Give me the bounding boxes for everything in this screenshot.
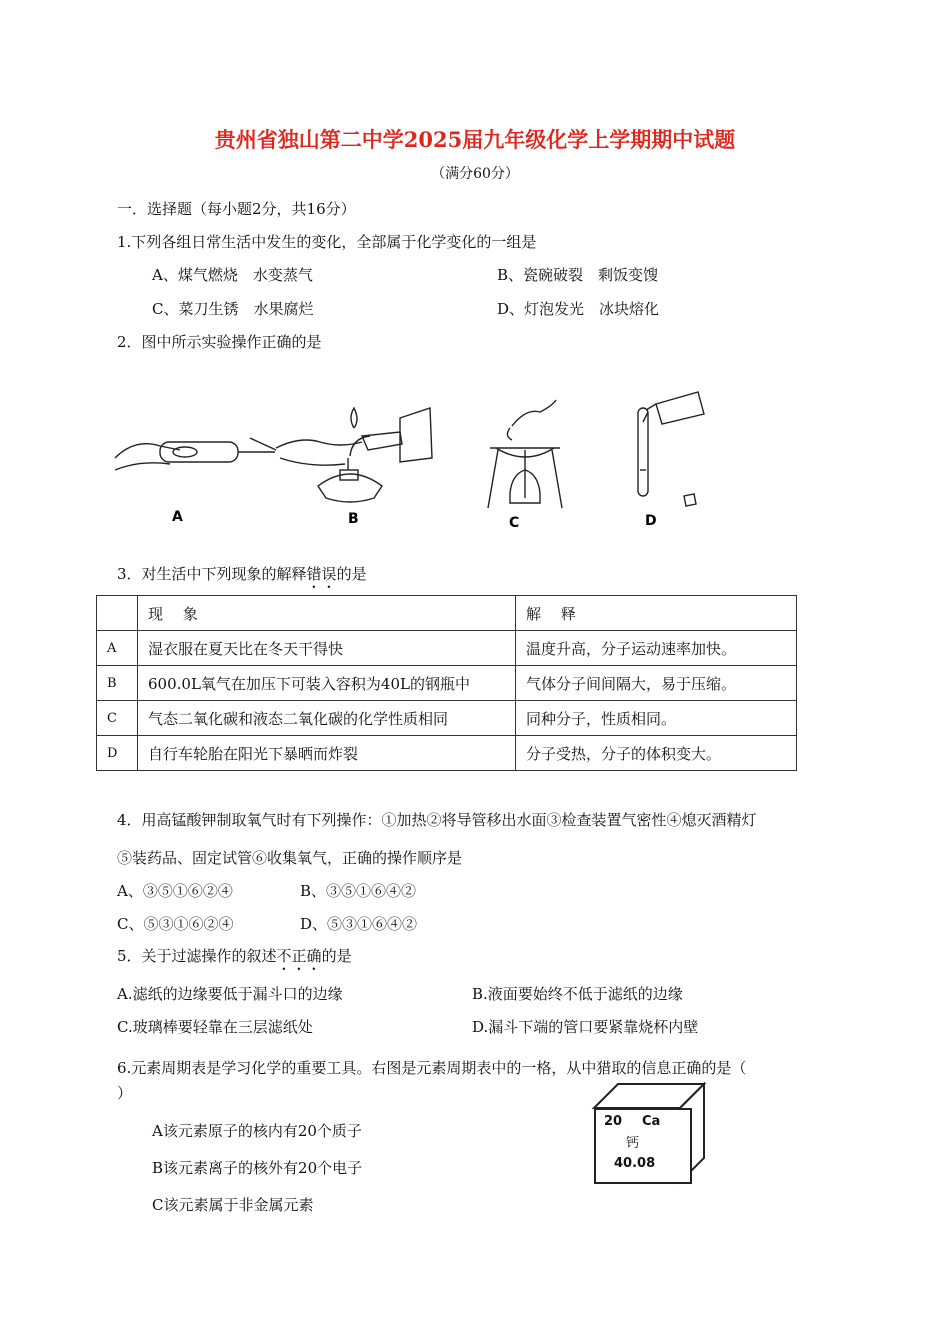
q1-stem: 1.下列各组日常生活中发生的变化，全部属于化学变化的一组是: [117, 233, 537, 251]
figure-d-illustration: [638, 392, 704, 506]
q1-option-a: A、煤气燃烧 水变蒸气: [152, 266, 313, 284]
figure-label-d: D: [645, 513, 657, 529]
q6-option-a: A该元素原子的核内有20个质子: [152, 1122, 362, 1140]
q4-option-b: B、③⑤①⑥④②: [300, 882, 417, 900]
q6-stem-line2: ）: [117, 1084, 133, 1102]
q4-option-d: D、⑤③①⑥④②: [300, 915, 418, 933]
lab-operation-figures: [100, 378, 860, 538]
q1-option-b: B、瓷碗破裂 剩饭变馊: [497, 266, 659, 284]
q5-option-b: B.液面要始终不低于滤纸的边缘: [472, 985, 683, 1003]
q3-stem: 3．对生活中下列现象的解释错误的是: [117, 565, 367, 583]
figure-label-b: B: [348, 511, 359, 527]
q1-option-d: D、灯泡发光 冰块熔化: [497, 300, 660, 318]
q6-option-b: B该元素离子的核外有20个电子: [152, 1159, 363, 1177]
figure-a-illustration: [115, 438, 362, 470]
q5-option-d: D.漏斗下端的管口要紧靠烧杯内壁: [472, 1018, 699, 1036]
q4-option-c: C、⑤③①⑥②④: [117, 915, 234, 933]
element-symbol: Ca: [642, 1114, 661, 1129]
q4-option-a: A、③⑤①⑥②④: [117, 882, 233, 900]
section-heading: 一．选择题（每小题2分，共16分）: [117, 200, 356, 218]
q6-option-c: C该元素属于非金属元素: [152, 1196, 314, 1214]
q5-option-a: A.滤纸的边缘要低于漏斗口的边缘: [117, 985, 343, 1003]
q5-option-c: C.玻璃棒要轻靠在三层滤纸处: [117, 1018, 313, 1036]
phenomenon-table: [96, 595, 797, 771]
q4-stem-line1: 4．用高锰酸钾制取氧气时有下列操作：①加热②将导管移出水面③检查装置气密性④熄灭酒精灯: [117, 811, 757, 829]
page-title: 贵州省独山第二中学2025届九年级化学上学期期中试题: [214, 127, 736, 152]
table-row: D 自行车轮胎在阳光下暴晒而炸裂 分子受热，分子的体积变大。: [97, 736, 797, 771]
figure-c-illustration: [488, 400, 562, 508]
q2-stem: 2．图中所示实验操作正确的是: [117, 333, 322, 351]
element-name: 钙: [626, 1136, 640, 1151]
q6-stem-line1: 6.元素周期表是学习化学的重要工具。右图是元素周期表中的一格，从中猎取的信息正确的是（: [117, 1059, 747, 1077]
q4-stem-line2: ⑤装药品、固定试管⑥收集氧气，正确的操作顺序是: [117, 849, 463, 867]
table-header-row: 现 象 解 释: [97, 596, 797, 631]
table-row: B 600.0L氧气在加压下可装入容积为40L的钢瓶中 气体分子间间隔大，易于压缩。: [97, 666, 797, 701]
atomic-number: 20: [604, 1114, 623, 1129]
score-note: （满分60分）: [431, 166, 519, 182]
atomic-mass: 40.08: [614, 1156, 656, 1171]
figure-label-c: C: [509, 515, 520, 531]
table-row: C 气态二氧化碳和液态二氧化碳的化学性质相同 同种分子，性质相同。: [97, 701, 797, 736]
q5-stem: 5．关于过滤操作的叙述不正确的是: [117, 947, 352, 965]
table-row: A 湿衣服在夏天比在冬天干得快 温度升高，分子运动速率加快。: [97, 631, 797, 666]
element-cell: [594, 1108, 692, 1184]
q1-option-c: C、菜刀生锈 水果腐烂: [152, 300, 314, 318]
figure-b-illustration: [318, 408, 432, 502]
figure-label-a: A: [172, 509, 183, 525]
